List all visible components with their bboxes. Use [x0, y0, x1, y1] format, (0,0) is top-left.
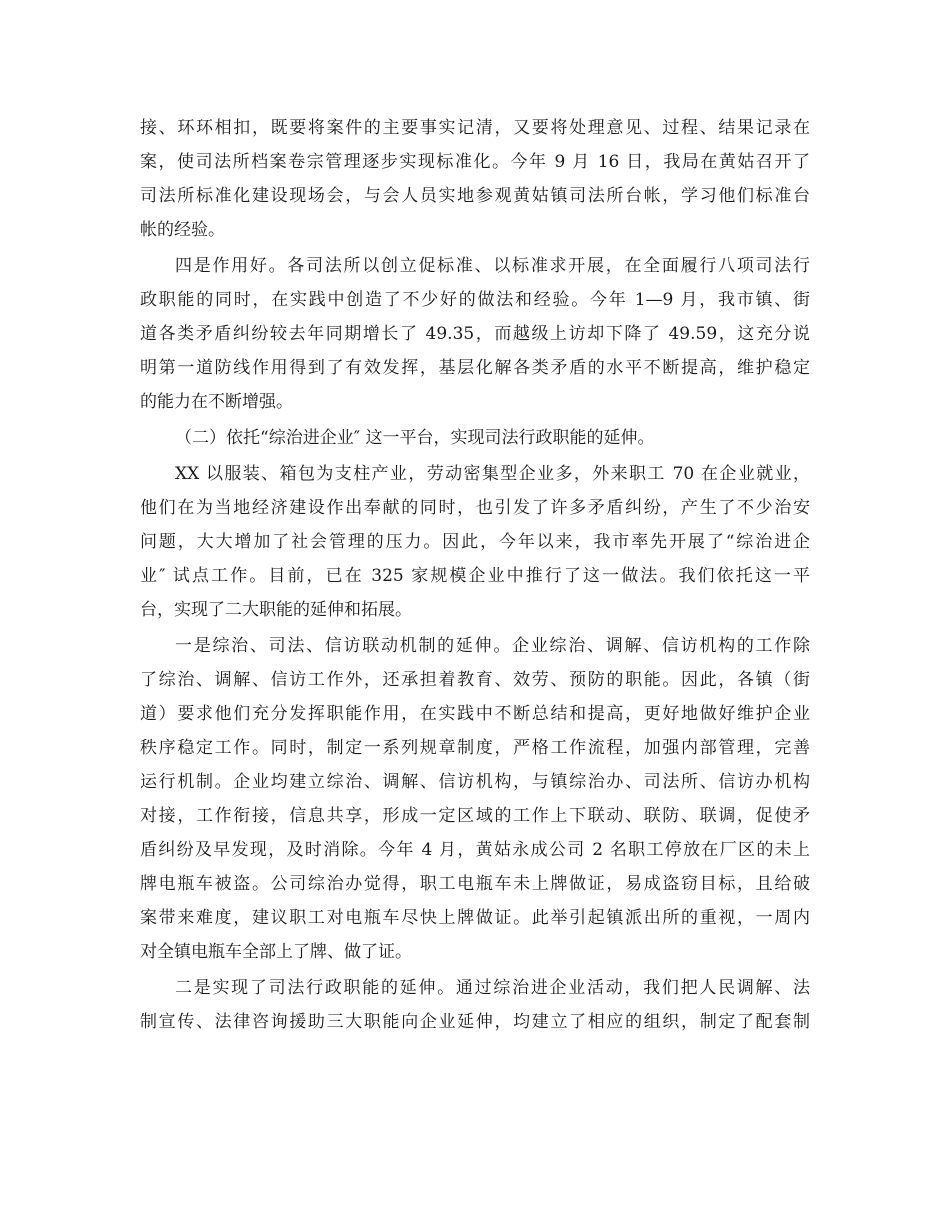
text-line: 秩序稳定工作。同时，制定一系列规章制度，严格工作流程，加强内部管理，完善 — [140, 738, 810, 758]
text-line: 了综治、调解、信访工作外，还承担着教育、效劳、预防的职能。因此，各镇（街 — [140, 670, 810, 690]
text-line: 道）要求他们充分发挥职能作用，在实践中不断总结和提高，更好地做好维护企业 — [140, 704, 810, 724]
text-line: 制宣传、法律咨询援助三大职能向企业延伸，均建立了相应的组织，制定了配套制 — [140, 1012, 810, 1032]
text-line: 对全镇电瓶车全部上了牌、做了证。 — [140, 942, 412, 962]
text-line: 台，实现了二大职能的延伸和拓展。 — [140, 600, 412, 620]
text-line: 问题，大大增加了社会管理的压力。因此，今年以来，我市率先开展了“综治进企 — [140, 532, 810, 552]
text-line: 四是作用好。各司法所以创立促标准、以标准求开展，在全面履行八项司法行 — [175, 256, 810, 276]
document-body — [140, 111, 810, 1041]
text-line: 业″ 试点工作。目前，已在 325 家规模企业中推行了这一做法。我们依托这一平 — [140, 566, 810, 586]
paragraph — [140, 629, 810, 969]
paragraph — [140, 111, 810, 247]
text-line: 帐的经验。 — [140, 220, 225, 240]
text-line: 明第一道防线作用得到了有效发挥，基层化解各类矛盾的水平不断提高，维护稳定 — [140, 358, 810, 378]
text-line: 案带来难度，建议职工对电瓶车尽快上牌做证。此举引起镇派出所的重视，一周内 — [140, 908, 810, 928]
text-line: 牌电瓶车被盗。公司综治办觉得，职工电瓶车未上牌做证，易成盗窃目标，且给破 — [140, 874, 810, 894]
text-line: 案，使司法所档案卷宗管理逐步实现标准化。今年 9 月 16 日，我局在黄姑召开了 — [140, 152, 810, 172]
text-line: 接、环环相扣，既要将案件的主要事实记清，又要将处理意见、过程、结果记录在 — [140, 118, 810, 138]
text-line: 他们在为当地经济建设作出奉献的同时，也引发了许多矛盾纠纷，产生了不少治安 — [140, 498, 810, 518]
text-line: 一是综治、司法、信访联动机制的延伸。企业综治、调解、信访机构的工作除 — [175, 636, 810, 656]
text-line: 政职能的同时，在实践中创造了不少好的做法和经验。今年 1—9 月，我市镇、街 — [140, 290, 810, 310]
text-line: 的能力在不断增强。 — [140, 392, 293, 412]
paragraph — [140, 971, 810, 1039]
text-line: 盾纠纷及早发现，及时消除。今年 4 月，黄姑永成公司 2 名职工停放在厂区的未上 — [140, 840, 810, 860]
text-line: XX 以服装、箱包为支柱产业，劳动密集型企业多，外来职工 70 在企业就业， — [175, 464, 810, 484]
text-line: 对接，工作衔接，信息共享，形成一定区域的工作上下联动、联防、联调，促使矛 — [140, 806, 810, 826]
text-line: 运行机制。企业均建立综治、调解、信访机构，与镇综治办、司法所、信访办机构 — [140, 772, 810, 792]
text-line: 道各类矛盾纠纷较去年同期增长了 49.35，而越级上访却下降了 49.59，这充分说 — [140, 324, 810, 344]
paragraph — [140, 249, 810, 419]
text-line: 二是实现了司法行政职能的延伸。通过综治进企业活动，我们把人民调解、法 — [175, 978, 810, 998]
text-line: （二）依托“综治进企业″ 这一平台，实现司法行政职能的延伸。 — [175, 428, 655, 448]
section-heading — [140, 421, 810, 455]
paragraph — [140, 457, 810, 627]
text-line: 司法所标准化建设现场会，与会人员实地参观黄姑镇司法所台帐，学习他们标准台 — [140, 186, 810, 206]
